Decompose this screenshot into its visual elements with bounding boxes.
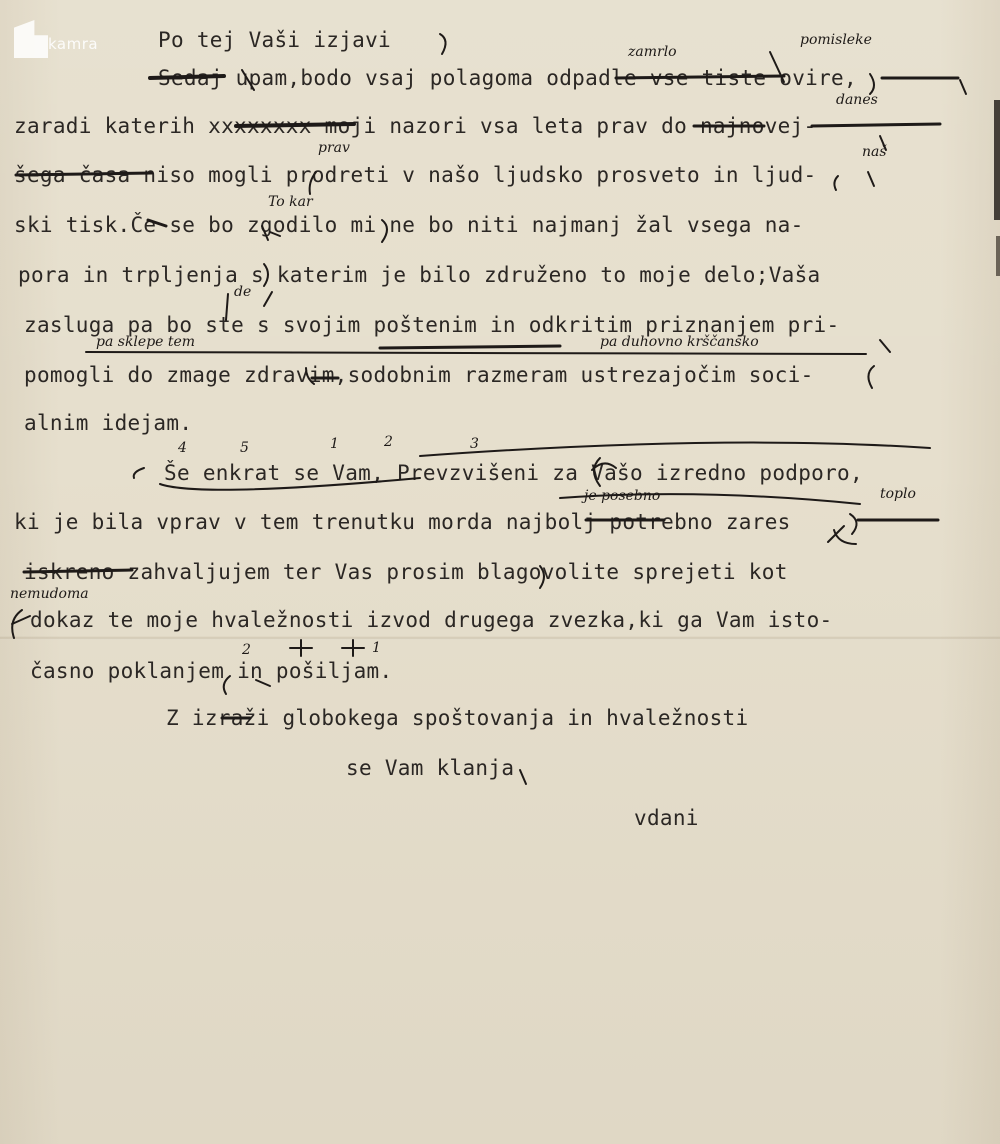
paper-fold: [0, 636, 1000, 640]
ink-note-pomisleke: pomisleke: [800, 32, 872, 48]
ink-number-line13-2: 2: [242, 642, 251, 658]
letter-line-6: pora in trpljenja s katerim je bilo združeno to moje delo;Vaša: [18, 263, 821, 287]
page-edge-shadow-lower: [996, 236, 1000, 276]
ink-note-toplo: toplo: [880, 486, 916, 502]
letter-line-14: časno poklanjem in pošiljam.: [30, 659, 393, 683]
ink-number-line13-1: 1: [372, 640, 381, 656]
letter-signature-word: vdani: [634, 806, 699, 830]
ink-note-zamrlo: zamrlo: [628, 44, 677, 60]
ink-number-2: 2: [384, 434, 393, 450]
ink-note-nemudoma: nemudoma: [10, 586, 89, 602]
ink-number-3: 3: [470, 436, 479, 452]
letter-line-3: zaradi katerih xxxxxxxx moji nazori vsa leta prav do najnovej-: [14, 114, 817, 138]
ink-note-danes: danes: [836, 92, 878, 108]
ink-number-1: 1: [330, 436, 339, 452]
ink-note-je-posebno: je posebno: [584, 488, 661, 504]
letter-closing-line: Z izraži globokega spoštovanja in hvaležnosti: [166, 706, 749, 730]
letter-line-13: dokaz te moje hvaležnosti izvod drugega zvezka,ki ga Vam isto-: [30, 608, 833, 632]
kamra-logo: [14, 20, 124, 60]
letter-line-8: pomogli do zmage zdravim,sodobnim razmeram ustrezajočim soci-: [24, 363, 814, 387]
letter-line-2: Sedaj upam,bodo vsaj polagoma odpadle vse tiste ovire,: [158, 66, 857, 90]
letter-line-7: zasluga pa bo ste s svojim poštenim in odkritim priznanjem pri-: [24, 313, 840, 337]
letter-line-12: iskreno zahvaljujem ter Vas prosim blagovolite sprejeti kot: [24, 560, 788, 584]
kamra-logo-text: kamra: [48, 35, 99, 53]
ink-note-nas: naš: [862, 144, 887, 160]
ink-note-krscansko: pa duhovno krščansko: [600, 334, 759, 350]
ink-note-de: de: [234, 284, 252, 300]
letter-line-9: alnim idejam.: [24, 411, 193, 435]
ink-note-pa-sklepe: pa sklepe tem: [96, 334, 196, 350]
letter-line-10: Še enkrat se Vam, Prevzvišeni za Vašo izredno podporo,: [164, 461, 863, 485]
ink-number-4: 4: [178, 440, 187, 456]
letter-closing-greeting: se Vam klanja: [346, 756, 515, 780]
ink-note-to-kar: To kar: [268, 194, 313, 210]
letter-line-4: šega časa niso mogli prodreti v našo ljudsko prosveto in ljud-: [14, 163, 817, 187]
page-edge-shadow: [994, 100, 1000, 220]
ink-number-5: 5: [240, 440, 249, 456]
letter-line-11: ki je bila vprav v tem trenutku morda najbolj potrebno zares: [14, 510, 791, 534]
letter-line-1: Po tej Vaši izjavi: [158, 28, 391, 52]
ink-note-prav: prav: [318, 140, 350, 156]
kamra-logo-icon: [14, 20, 48, 58]
letter-line-5: ski tisk.Če se bo zgodilo mi ne bo niti najmanj žal vsega na-: [14, 213, 804, 237]
